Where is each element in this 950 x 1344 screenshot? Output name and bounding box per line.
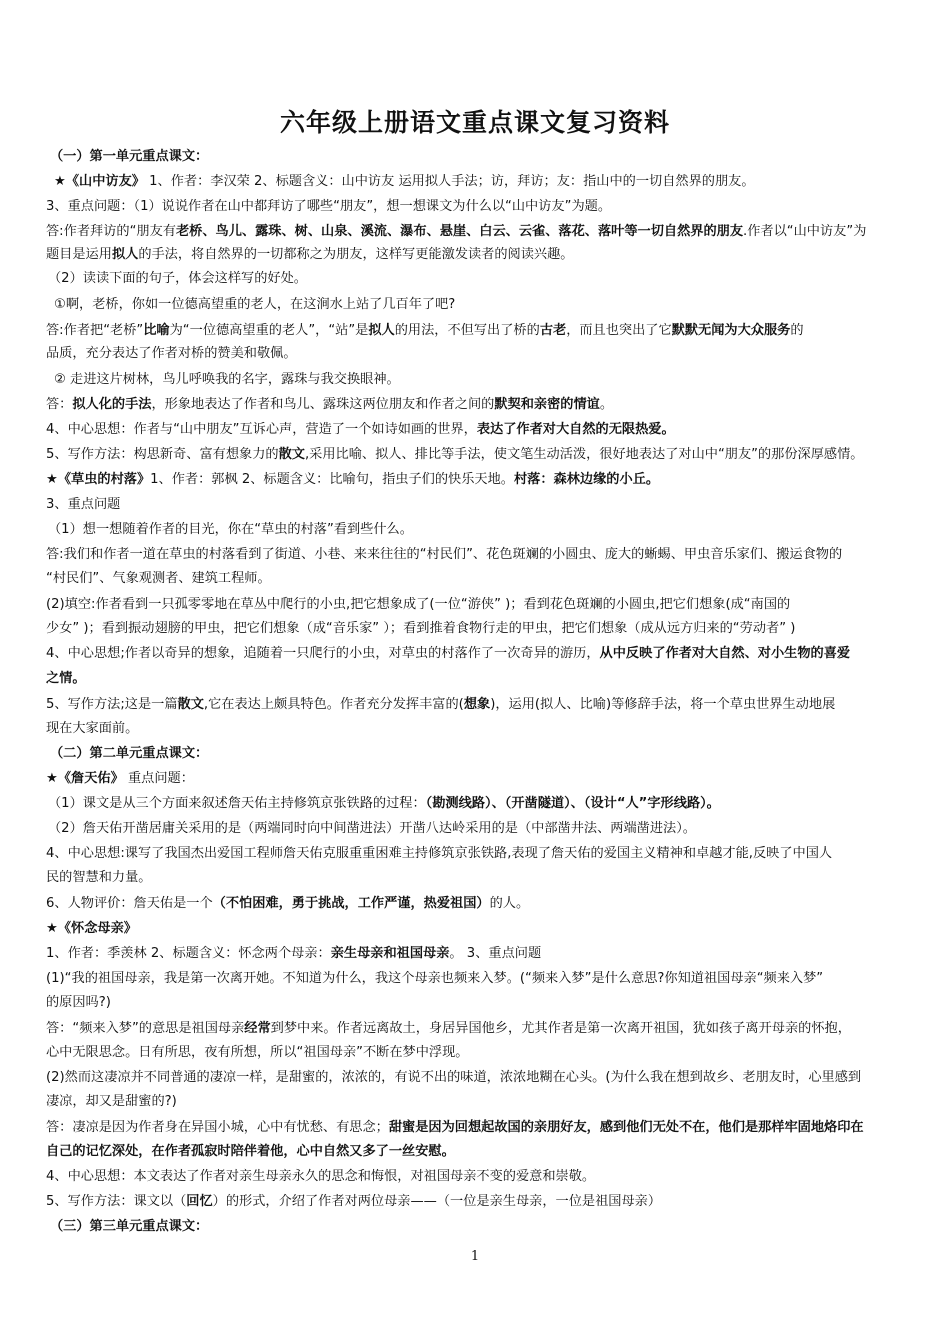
text-line <box>46 895 910 913</box>
text-segment: 答：“频来入梦”的意思是祖国母亲 <box>46 1021 245 1036</box>
bold-text-segment: （一）第一单元重点课文： <box>50 149 209 164</box>
text-line <box>46 421 910 439</box>
document-title: 六年级上册语文重点课文复习资料 <box>279 108 670 137</box>
text-segment: 到梦中来。作者远离故土，身居异国他乡，尤其作者是第一次离开祖国，犹如孩子离开母亲的怀抱， <box>270 1021 851 1036</box>
bold-text-segment: ★《怀念母亲》 <box>46 921 137 936</box>
text-segment: 5、写作方法：构思新奇、富有想象力的 <box>46 447 279 462</box>
text-line <box>46 1093 910 1111</box>
bold-text-segment: 表达了作者对大自然的无限热爱。 <box>476 422 675 437</box>
text-segment: 少女” )；看到振动翅膀的甲虫，把它们想象（成“音乐家” ）；看到推着食物行走的甲虫，把它们想象（成从远方归来的“劳动者” ) <box>46 621 796 636</box>
text-segment: ,它在表达上颇具特色。作者充分发挥丰富的( <box>203 697 464 712</box>
text-segment: 。 <box>599 397 614 412</box>
bold-text-segment: 散文 <box>177 697 204 712</box>
bold-text-segment: ★《山中访友》 <box>54 174 145 189</box>
bold-text-segment: 村落：森林边缘的小丘。 <box>514 472 660 487</box>
text-line <box>46 1020 910 1038</box>
text-segment: 现在大家面前。 <box>46 721 139 736</box>
bold-text-segment: 亲生母亲和祖国母亲 <box>330 946 450 961</box>
text-segment: ② 走进这片树林，鸟儿呼唤我的名字，露珠与我交换眼神。 <box>54 372 400 387</box>
text-line <box>48 270 912 288</box>
text-segment: 。 3、重点问题 <box>449 946 542 961</box>
text-line <box>46 1193 910 1211</box>
text-segment: 3、重点问题：（1）说说作者在山中都拜访了哪些“朋友”，想一想课文为什么以“山中访友”为题。 <box>46 199 612 214</box>
text-segment: 答:我们和作者一道在草虫的村落看到了街道、小巷、来来往往的“村民们”、花色斑斓的小圆虫、庞大的蜥蜴、甲虫音乐家们、搬运食物的 <box>46 547 843 562</box>
text-line <box>46 645 910 663</box>
text-segment: 答:作者把“老桥” <box>46 323 144 338</box>
text-segment: 4、中心思想：作者与“山中朋友”互诉心声，营造了一个如诗如画的世界， <box>46 422 477 437</box>
text-segment: 5、写作方法：课文以（ <box>46 1194 187 1209</box>
text-line <box>46 970 910 988</box>
text-segment: 重点问题： <box>123 771 194 786</box>
text-line <box>46 596 910 614</box>
text-segment: 民的智慧和力量。 <box>46 870 152 885</box>
text-segment: 3、重点问题 <box>46 497 121 512</box>
text-line <box>46 570 910 588</box>
text-line <box>48 795 912 813</box>
text-segment: 6、人物评价：詹天佑是一个 <box>46 896 213 911</box>
text-segment: ①啊，老桥，你如一位德高望重的老人，在这涧水上站了几百年了吧? <box>54 297 456 312</box>
text-segment: (2)填空:作者看到一只孤零零地在草丛中爬行的小虫,把它想象成了(一位“游侠” )；看到花色斑斓的小圆虫,把它们想象(成“南国的 <box>46 597 791 612</box>
bold-text-segment: ★《詹天佑》 <box>46 771 124 786</box>
text-line <box>54 371 918 389</box>
text-segment: 的手法，将自然界的一切都称之为朋友，这样写更能激发读者的阅读兴趣。 <box>138 247 574 262</box>
text-segment: （2）读读下面的句子，体会这样写的好处。 <box>48 271 307 286</box>
text-segment: ）的形式，介绍了作者对两位母亲——（一位是亲生母亲，一位是祖国母亲） <box>212 1194 662 1209</box>
text-segment: 心中无限思念。日有所思，夜有所想，所以“祖国母亲”不断在梦中浮现。 <box>46 1045 469 1060</box>
text-segment: 4、中心思想：本文表达了作者对亲生母亲永久的思念和悔恨，对祖国母亲不变的爱意和崇敬。 <box>46 1169 596 1184</box>
bold-text-segment: 拟人化的手法 <box>72 397 152 412</box>
bold-text-segment: 古老 <box>539 323 567 338</box>
text-segment: 为“一位德高望重的老人”，“站”是 <box>169 323 369 338</box>
text-segment: )，运用(拟人、比喻)等修辞手法，将一个草虫世界生动地展 <box>490 697 836 712</box>
text-segment: 4、中心思想:课写了我国杰出爱国工程师詹天佑克服重重困难主持修筑京张铁路,表现了詹天佑的爱国主义精神和卓越才能,反映了中国人 <box>46 846 833 861</box>
bold-text-segment: 之情。 <box>46 671 86 686</box>
text-segment: 4、中心思想;作者以奇异的想象，追随着一只爬行的小虫，对草虫的村落作了一次奇异的游历， <box>46 646 600 661</box>
text-segment: 题目是运用 <box>46 247 112 262</box>
bold-text-segment: 散文 <box>278 447 305 462</box>
text-segment: ，而且也突出了它 <box>566 323 672 338</box>
text-line <box>46 1044 910 1062</box>
text-line <box>46 223 910 241</box>
text-line <box>46 1143 910 1161</box>
text-line <box>46 396 910 414</box>
text-line <box>46 1119 910 1137</box>
text-segment: （1）想一想随着作者的目光，你在“草虫的村落”看到些什么。 <box>48 522 413 537</box>
text-line <box>46 994 910 1012</box>
text-line <box>46 446 910 464</box>
bold-text-segment: 回忆 <box>186 1194 213 1209</box>
text-line <box>46 496 910 514</box>
text-line <box>46 920 910 938</box>
text-segment: .作者以“山中访友”为 <box>743 224 867 239</box>
text-segment: 答：凄凉是因为作者身在异国小城，心中有忧愁、有思念； <box>46 1120 389 1135</box>
text-segment: 5、写作方法;这是一篇 <box>46 697 178 712</box>
text-segment: 答:作者拜访的“朋友有 <box>46 224 176 239</box>
text-line <box>50 1218 914 1236</box>
text-line <box>46 620 910 638</box>
bold-text-segment: 比喻 <box>143 323 170 338</box>
bold-text-segment: 甜蜜是因为回想起故国的亲朋好友，感到他们无处不在，他们是那样牢固地烙印在 <box>388 1120 864 1135</box>
text-line <box>48 521 912 539</box>
text-line <box>50 745 914 763</box>
bold-text-segment: 老桥、鸟儿、露珠、树、山泉、溪流、瀑布、悬崖、白云、云雀、落花、落叶等一切自然界的朋友 <box>175 224 744 239</box>
text-segment: 1、作者：季羡林 2、标题含义：怀念两个母亲： <box>46 946 331 961</box>
text-segment: 的原因吗?) <box>46 995 111 1010</box>
text-segment: （1）课文是从三个方面来叙述詹天佑主持修筑京张铁路的过程： <box>48 796 426 811</box>
bold-text-segment: （三）第三单元重点课文： <box>50 1219 209 1234</box>
bold-text-segment: 默契和亲密的情谊 <box>494 397 600 412</box>
bold-text-segment: 拟人 <box>111 247 139 262</box>
text-line <box>46 1168 910 1186</box>
text-line <box>46 945 910 963</box>
text-line <box>46 670 910 688</box>
text-line <box>46 770 910 788</box>
text-line <box>54 173 918 191</box>
text-line <box>46 345 910 363</box>
bold-text-segment: 自己的记忆深处，在作者孤寂时陪伴着他，心中自然又多了一丝安慰。 <box>46 1144 455 1159</box>
text-segment: 凄凉，却又是甜蜜的?) <box>46 1094 177 1109</box>
bold-text-segment: ★《草虫的村落》 <box>46 472 151 487</box>
text-line <box>46 1069 910 1087</box>
text-segment: （2）詹天佑开凿居庸关采用的是（两端同时向中间凿进法）开凿八达岭采用的是（中部凿井法、两端凿进法）。 <box>48 821 696 836</box>
text-segment: 的 <box>790 323 804 338</box>
text-line <box>46 471 910 489</box>
text-segment: 的用法，不但写出了桥的 <box>394 323 540 338</box>
text-line <box>50 148 914 166</box>
bold-text-segment: 默默无闻为大众服务 <box>671 323 791 338</box>
text-line <box>46 546 910 564</box>
text-line <box>46 246 910 264</box>
text-segment: ,采用比喻、拟人、排比等手法，使文笔生动活泼，很好地表达了对山中“朋友”的那份深厚感情。 <box>304 447 864 462</box>
text-line <box>46 322 910 340</box>
text-segment: 品质，充分表达了作者对桥的赞美和敬佩。 <box>46 346 297 361</box>
bold-text-segment: （不怕困难，勇于挑战，工作严谨，热爱祖国） <box>212 896 490 911</box>
page-number: 1 <box>470 1249 480 1264</box>
text-line <box>46 198 910 216</box>
bold-text-segment: 从中反映了作者对大自然、对小生物的喜爱 <box>599 646 851 661</box>
text-segment: ，形象地表达了作者和鸟儿、露珠这两位朋友和作者之间的 <box>151 397 495 412</box>
text-line <box>48 820 912 838</box>
text-line <box>46 696 910 714</box>
text-segment: 1、作者：李汉荣 2、标题含义：山中访友 运用拟人手法；访，拜访；友：指山中的一切自然界的朋友。 <box>144 174 755 189</box>
text-segment: “村民们”、气象观测者、建筑工程师。 <box>46 571 271 586</box>
text-segment: 答： <box>46 397 73 412</box>
bold-text-segment: 经常 <box>244 1021 271 1036</box>
bold-text-segment: （二）第二单元重点课文： <box>50 746 209 761</box>
bold-text-segment: 想象 <box>463 697 491 712</box>
text-line <box>46 720 910 738</box>
bold-text-segment: （勘测线路）、（开凿隧道）、（设计“人”字形线路）。 <box>425 796 720 811</box>
text-line <box>46 845 910 863</box>
text-segment: 1、作者：郭枫 2、标题含义：比喻句，指虫子们的快乐天地。 <box>150 472 514 487</box>
text-segment: (1)“我的祖国母亲，我是第一次离开她。不知道为什么，我这个母亲也频来入梦。(“频来入梦”是什么意思?你知道祖国母亲“频来入梦” <box>46 971 824 986</box>
text-segment: 的人。 <box>489 896 530 911</box>
text-line <box>46 869 910 887</box>
text-line <box>54 296 918 314</box>
bold-text-segment: 拟人 <box>368 323 395 338</box>
text-segment: (2)然而这凄凉并不同普通的凄凉一样，是甜蜜的，浓浓的，有说不出的味道，浓浓地糊在心头。(为什么我在想到故乡、老朋友时，心里感到 <box>46 1070 862 1085</box>
